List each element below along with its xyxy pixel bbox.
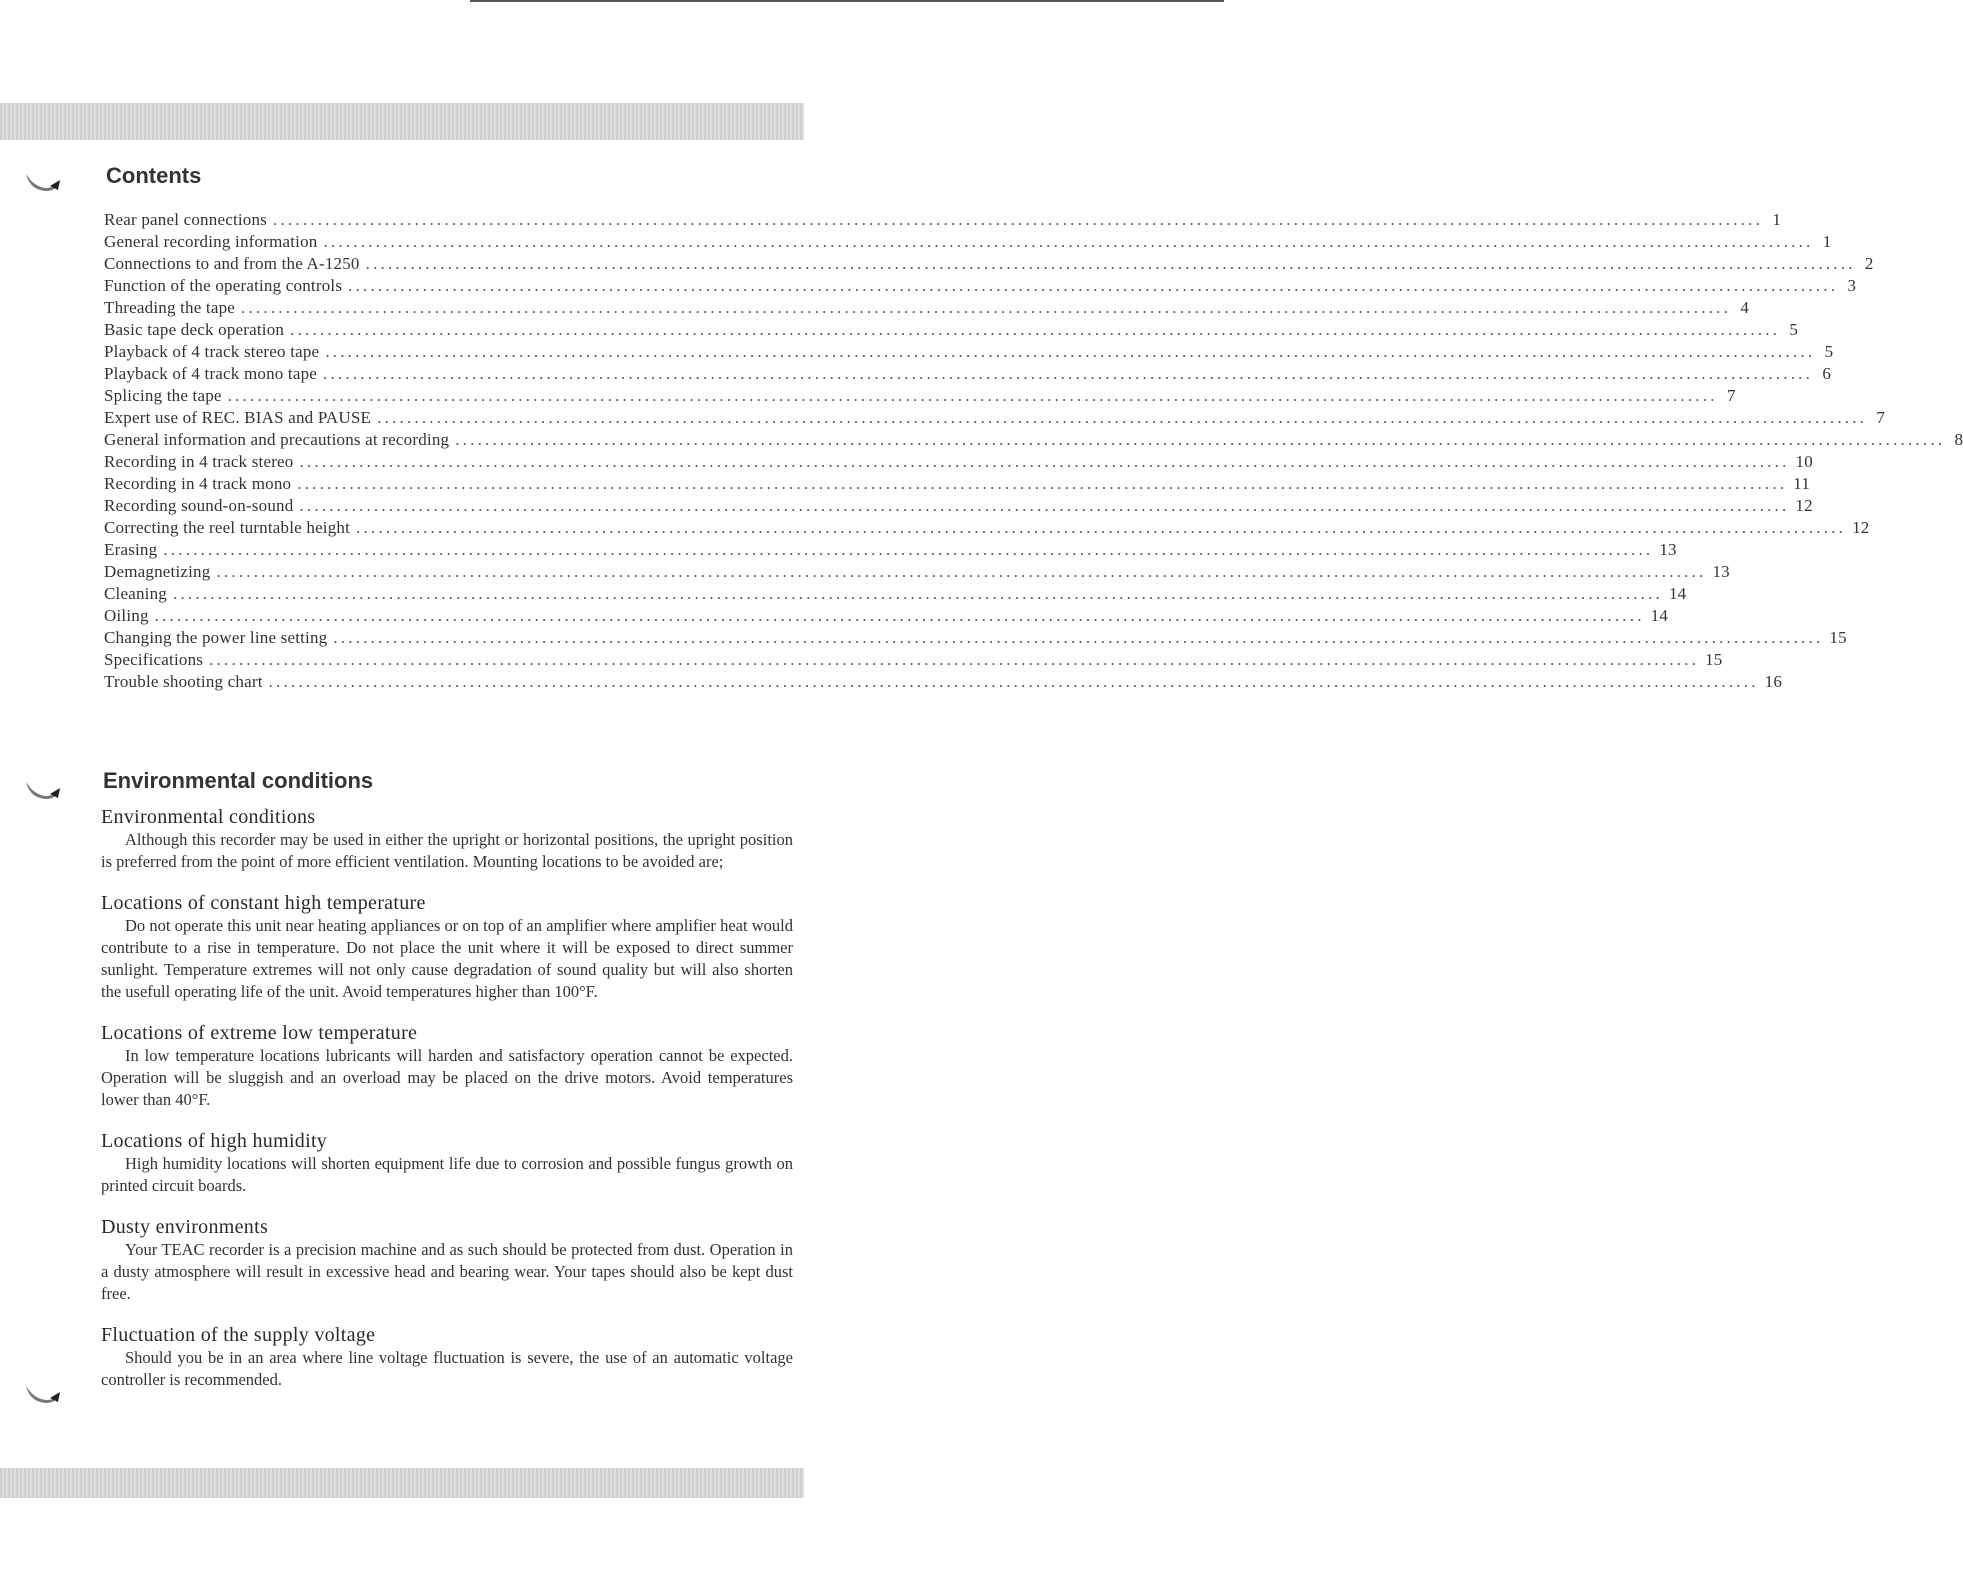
toc-entry-page: 7 <box>1876 408 1886 427</box>
toc-dot-leader: ........................................................................................................................................................................................................ <box>172 584 1663 603</box>
toc-entry-title: Oiling <box>104 606 149 625</box>
section-body: Should you be in an area where line voltage fluctuation is severe, the use of an automatic voltage controller is recommended. <box>101 1348 793 1389</box>
toc-entry <box>104 297 1750 319</box>
toc-entry-page: 12 <box>1852 518 1870 537</box>
toc-dot-leader: ........................................................................................................................................................................................................ <box>154 606 1645 625</box>
toc-entry-title: General information and precautions at recording <box>104 430 450 449</box>
toc-dot-leader: ........................................................................................................................................................................................................ <box>356 518 1847 537</box>
binder-hole-icon <box>22 1372 64 1410</box>
toc-entry-page: 3 <box>1847 276 1857 295</box>
toc-entry-page: 1 <box>1772 210 1782 229</box>
section-title: Locations of constant high temperature <box>101 892 426 914</box>
toc-dot-leader: ........................................................................................................................................................................................................ <box>273 210 1764 229</box>
toc-entry-page: 5 <box>1789 320 1799 339</box>
toc-entry-page: 15 <box>1705 650 1723 669</box>
toc-entry <box>104 539 1677 561</box>
toc-entry-page: 11 <box>1793 474 1811 493</box>
toc-entry-page: 12 <box>1795 496 1813 515</box>
toc-dot-leader: ........................................................................................................................................................................................................ <box>323 364 1814 383</box>
toc-entry-page: 14 <box>1668 584 1687 603</box>
toc-entry-title: Rear panel connections <box>104 210 268 229</box>
section-body: In low temperature locations lubricants will harden and satisfactory operation cannot be expected. Operation will be sluggish and an overload may be placed on the drive motors. Avoid temperatures lower than 40°F. <box>101 1046 793 1109</box>
toc-entry-title: Cleaning <box>104 584 167 603</box>
toc-entry <box>104 473 1811 495</box>
toc-entry-page: 1 <box>1822 232 1832 251</box>
toc-entry-page: 13 <box>1659 540 1677 559</box>
environment-sections <box>101 805 793 1409</box>
toc-entry <box>104 649 1723 671</box>
section-title: Environmental conditions <box>101 806 316 828</box>
toc-entry <box>104 583 1687 605</box>
toc-dot-leader: ........................................................................................................................................................................................................ <box>241 298 1732 317</box>
toc-dot-leader: ........................................................................................................................................................................................................ <box>299 452 1790 471</box>
toc-entry-page: 5 <box>1824 342 1834 361</box>
toc-entry-page: 13 <box>1712 562 1730 581</box>
section-body: High humidity locations will shorten equipment life due to corrosion and possible fungus growth on printed circuit boards. <box>101 1154 793 1195</box>
toc-entry-title: Erasing <box>104 540 158 559</box>
section-body: Although this recorder may be used in either the upright or horizontal positions, the upright position is preferred from the point of more efficient ventilation. Mounting locations to be avoided are; <box>101 830 793 871</box>
toc-entry-page: 14 <box>1650 606 1669 625</box>
top-edge-rule <box>470 0 1224 2</box>
binder-hole-icon <box>22 160 64 198</box>
toc-entry <box>104 605 1669 627</box>
toc-entry <box>104 209 1782 231</box>
toc-entry-title: Trouble shooting chart <box>104 672 263 691</box>
toc-entry-page: 7 <box>1726 386 1736 405</box>
toc-entry-page: 2 <box>1864 254 1874 273</box>
toc-entry-title: Expert use of REC. BIAS and PAUSE <box>104 408 372 427</box>
binder-hole-icon <box>22 768 64 806</box>
toc-entry-title: Recording in 4 track stereo <box>104 452 294 471</box>
section-title: Locations of extreme low temperature <box>101 1022 418 1044</box>
toc-dot-leader: ........................................................................................................................................................................................................ <box>365 254 1856 273</box>
toc-entry <box>104 231 1832 253</box>
toc-entry-title: Correcting the reel turntable height <box>104 518 351 537</box>
toc-entry <box>104 517 1870 539</box>
toc-entry-page: 4 <box>1740 298 1750 317</box>
toc-entry-title: Specifications <box>104 650 204 669</box>
environment-section <box>101 1323 793 1391</box>
environmental-conditions-heading: Environmental conditions <box>103 768 374 793</box>
toc-entry-title: General recording information <box>104 232 318 251</box>
toc-entry <box>104 385 1736 407</box>
toc-dot-leader: ........................................................................................................................................................................................................ <box>216 562 1707 581</box>
toc-entry-title: Recording sound-on-sound <box>104 496 294 515</box>
table-of-contents <box>104 209 1963 693</box>
toc-entry-title: Function of the operating controls <box>104 276 343 295</box>
toc-entry <box>104 671 1783 693</box>
toc-entry-title: Playback of 4 track mono tape <box>104 364 318 383</box>
toc-dot-leader: ........................................................................................................................................................................................................ <box>163 540 1654 559</box>
toc-entry-title: Recording in 4 track mono <box>104 474 292 493</box>
section-title: Locations of high humidity <box>101 1130 328 1152</box>
toc-entry-title: Connections to and from the A-1250 <box>104 254 360 273</box>
toc-dot-leader: ........................................................................................................................................................................................................ <box>455 430 1946 449</box>
toc-dot-leader: ........................................................................................................................................................................................................ <box>268 672 1759 691</box>
toc-dot-leader: ........................................................................................................................................................................................................ <box>297 474 1788 493</box>
toc-entry-page: 15 <box>1829 628 1847 647</box>
environment-section <box>101 891 793 1003</box>
toc-entry <box>104 363 1832 385</box>
toc-dot-leader: ........................................................................................................................................................................................................ <box>348 276 1839 295</box>
toc-entry <box>104 627 1847 649</box>
section-title: Dusty environments <box>101 1216 269 1238</box>
toc-entry <box>104 275 1857 297</box>
toc-entry <box>104 561 1730 583</box>
toc-entry-title: Basic tape deck operation <box>104 320 285 339</box>
toc-entry <box>104 407 1886 429</box>
environment-section <box>101 1021 793 1111</box>
section-body: Your TEAC recorder is a precision machine and as such should be protected from dust. Operation in a dusty atmosphere will result in excessive head and bearing wear. Your tapes should also be kept dust free. <box>101 1240 793 1303</box>
section-title: Fluctuation of the supply voltage <box>101 1324 376 1346</box>
toc-dot-leader: ........................................................................................................................................................................................................ <box>227 386 1718 405</box>
toc-dot-leader: ........................................................................................................................................................................................................ <box>299 496 1790 515</box>
toc-entry <box>104 451 1813 473</box>
toc-entry-page: 16 <box>1764 672 1783 691</box>
bottom-gray-band <box>0 1468 804 1498</box>
toc-entry <box>104 495 1813 517</box>
toc-entry-page: 10 <box>1795 452 1813 471</box>
contents-heading: Contents <box>106 163 202 188</box>
toc-entry <box>104 429 1963 451</box>
toc-dot-leader: ........................................................................................................................................................................................................ <box>377 408 1868 427</box>
toc-entry-page: 8 <box>1954 430 1963 449</box>
toc-entry-title: Changing the power line setting <box>104 628 328 647</box>
environment-section <box>101 1215 793 1305</box>
toc-entry-title: Splicing the tape <box>104 386 222 405</box>
toc-entry <box>104 253 1874 275</box>
toc-entry <box>104 319 1799 341</box>
toc-entry-title: Playback of 4 track stereo tape <box>104 342 320 361</box>
environment-section <box>101 1129 793 1197</box>
toc-entry <box>104 341 1834 363</box>
toc-entry-page: 6 <box>1822 364 1832 383</box>
section-body: Do not operate this unit near heating appliances or on top of an amplifier where amplifier heat would contribute to a rise in temperature. Do not place the unit where it will be exposed to direct summer sunlight. Temperature extremes will not only cause degradation of sound quality but will also shorten the usefull operating life of the unit. Avoid temperatures higher than 100°F. <box>101 916 793 1001</box>
toc-dot-leader: ........................................................................................................................................................................................................ <box>290 320 1781 339</box>
toc-dot-leader: ........................................................................................................................................................................................................ <box>323 232 1814 251</box>
toc-dot-leader: ........................................................................................................................................................................................................ <box>325 342 1816 361</box>
toc-dot-leader: ........................................................................................................................................................................................................ <box>333 628 1824 647</box>
toc-entry-title: Demagnetizing <box>104 562 211 581</box>
top-gray-band <box>0 103 804 140</box>
toc-entry-title: Threading the tape <box>104 298 236 317</box>
environment-section <box>101 805 793 873</box>
toc-dot-leader: ........................................................................................................................................................................................................ <box>209 650 1700 669</box>
